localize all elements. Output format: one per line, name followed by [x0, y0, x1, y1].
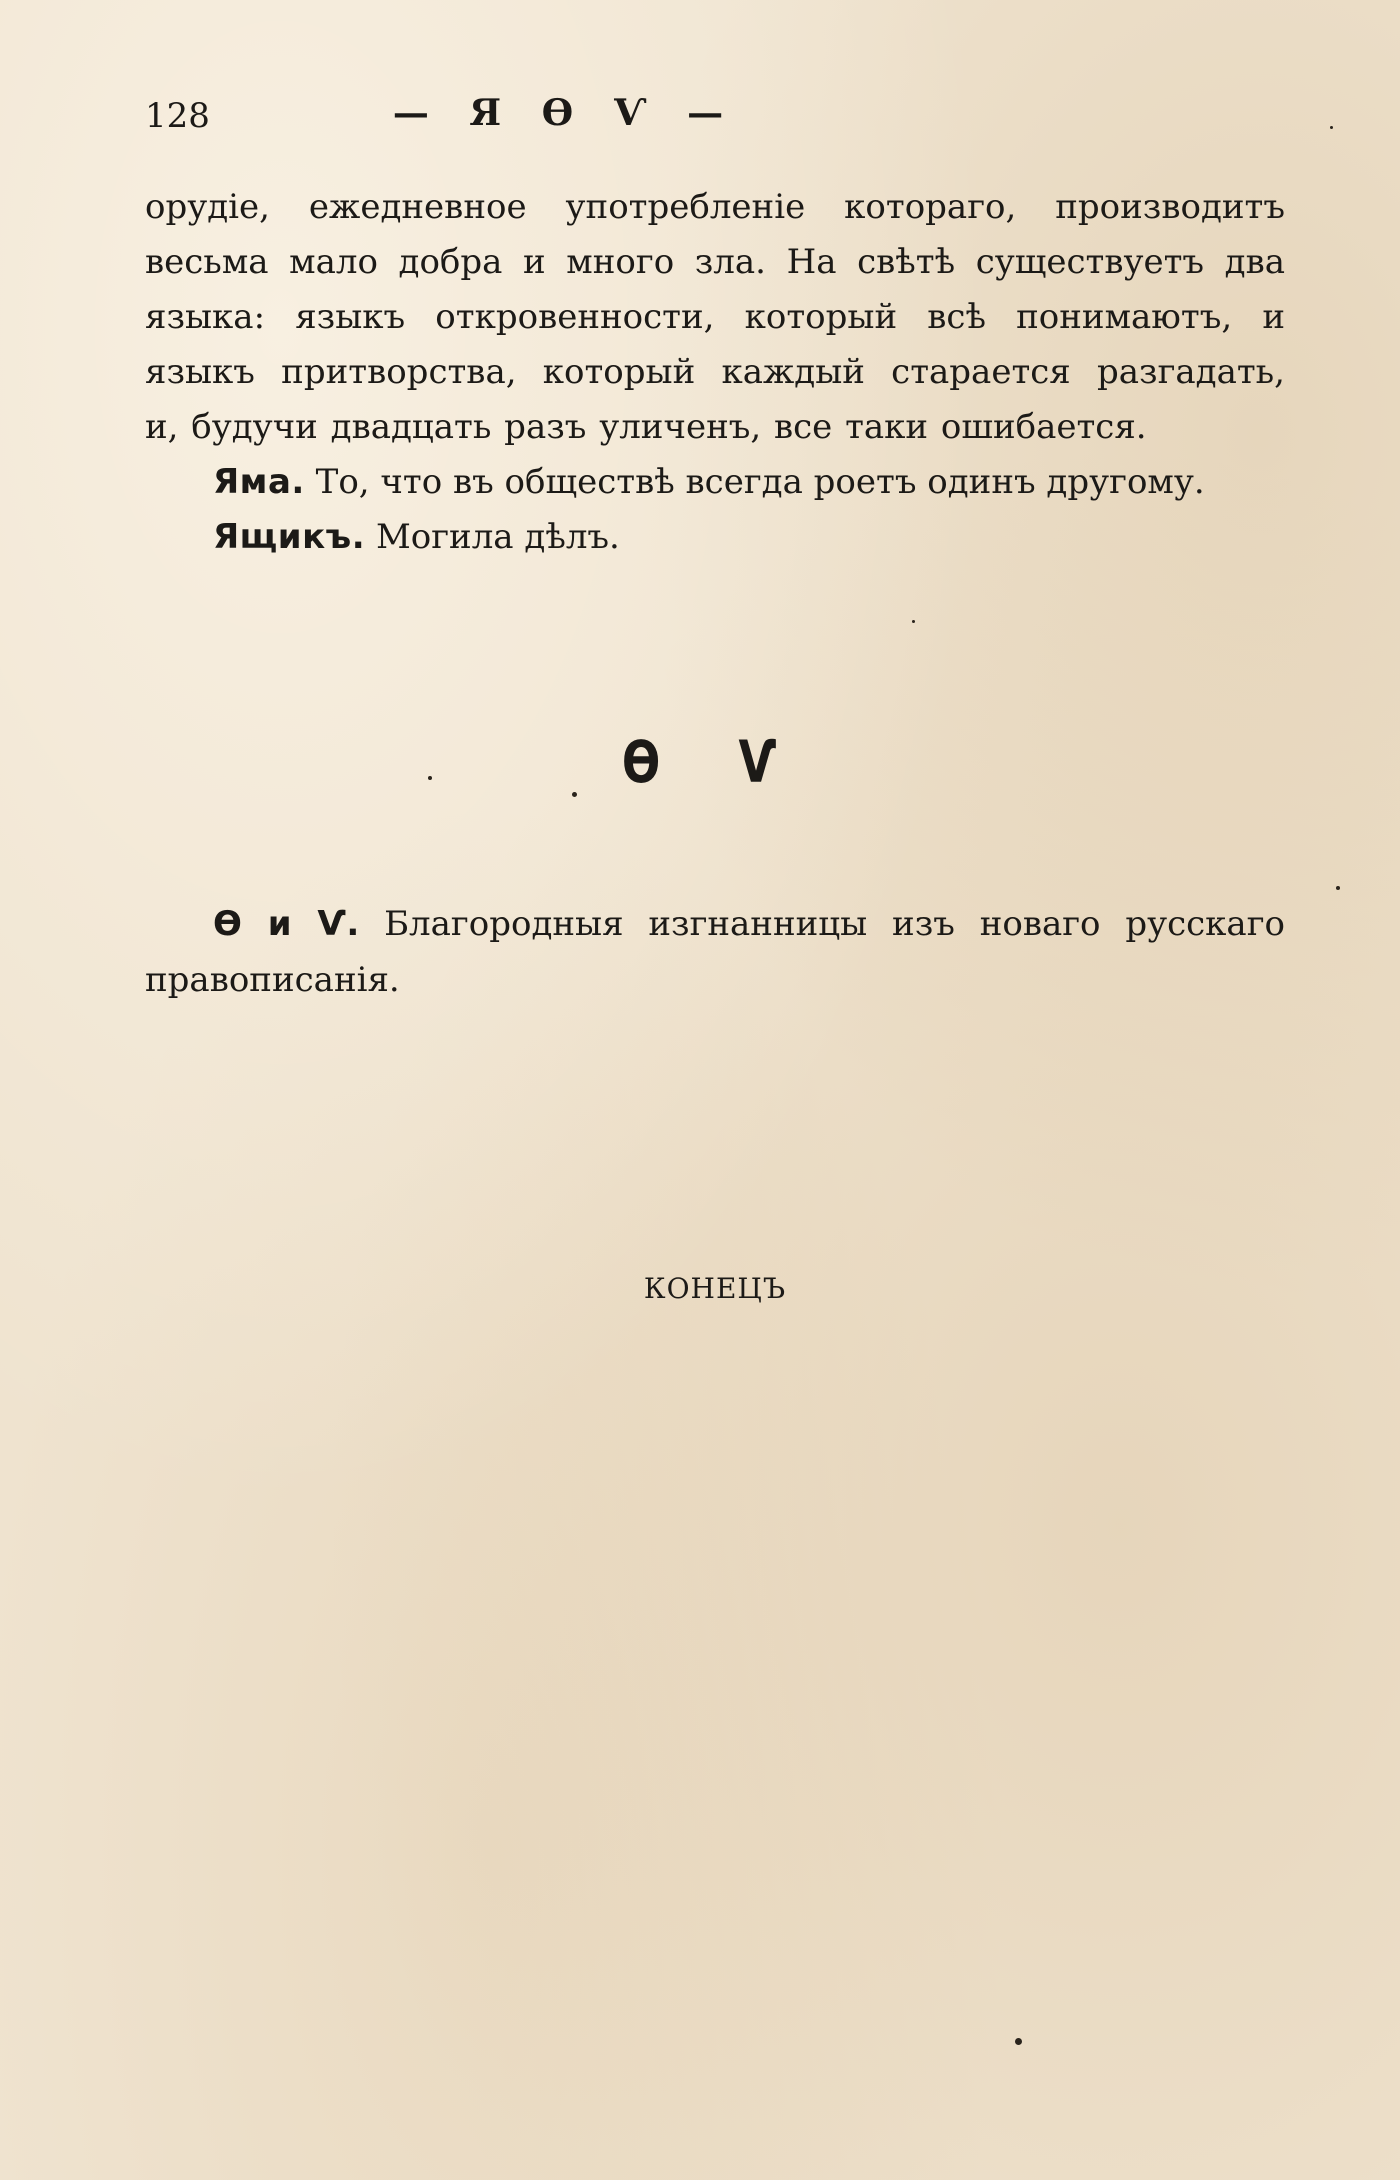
section-heading: Ѳ Ѵ — [621, 728, 809, 796]
paragraph-line: весьма мало добра и много зла. На свѣтѣ существуетъ два — [145, 242, 1285, 282]
paragraph-line: орудіе, ежедневное употребленіе котораго, производитъ — [145, 187, 1285, 227]
paper-speck — [1015, 2038, 1022, 2045]
dictionary-entry — [145, 510, 1285, 565]
entry-definition: То, что въ обществѣ всегда роетъ одинъ другому. — [304, 462, 1205, 502]
paragraph-line: и, будучи двадцать разъ уличенъ, все таки ошибается. — [145, 407, 1147, 447]
paper-speck — [428, 776, 432, 780]
paper-speck — [572, 792, 577, 797]
section-entry-line: правописанія. — [145, 960, 400, 1000]
running-title: — Я Ѳ Ѵ — — [392, 92, 738, 134]
paragraph-line: языка: языкъ откровенности, который всѣ понимаютъ, и — [145, 297, 1285, 337]
dictionary-entry — [145, 455, 1285, 510]
main-text — [145, 180, 1285, 565]
paper-speck — [1336, 886, 1340, 890]
entry-term: Яма. — [213, 462, 305, 502]
entry-term: Ящикъ. — [213, 517, 366, 557]
paper-speck — [912, 620, 915, 623]
paragraph-line: языкъ притворства, который каждый старается разгадать, — [145, 352, 1285, 392]
running-head — [145, 92, 1285, 142]
section-entry-line — [145, 896, 1285, 952]
entry-definition: Могила дѣлъ. — [365, 517, 620, 557]
paper-speck — [1330, 126, 1333, 129]
page-number: 128 — [145, 96, 210, 136]
entry-term: Ѳ и Ѵ. — [213, 904, 360, 944]
entry-definition: Благородныя изгнанницы изъ новаго русскаго — [359, 904, 1285, 944]
section-entry — [145, 896, 1285, 1008]
end-mark: КОНЕЦЪ — [643, 1272, 787, 1305]
